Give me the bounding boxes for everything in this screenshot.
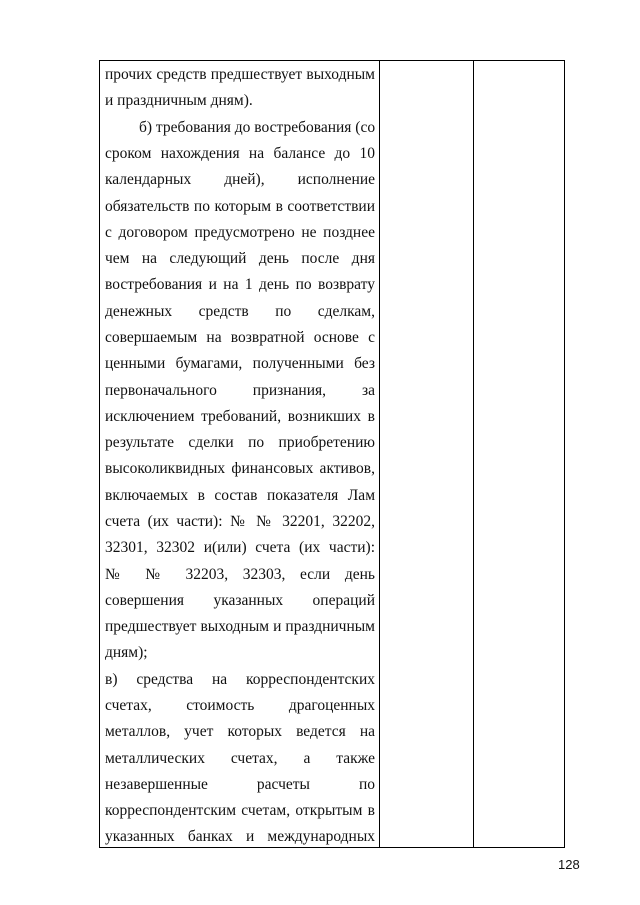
text-line: 32301, 32302 и(или) счета (их части): — [105, 539, 375, 556]
document-table — [99, 60, 565, 848]
text-line: совершаемым на возвратной основе с — [105, 329, 375, 346]
text-line: металлических счетах, а также — [105, 750, 375, 767]
text-line: чем на следующий день после дня — [105, 250, 375, 267]
table-column-empty — [474, 61, 564, 847]
text-line: № № 32203, 32303, если день — [105, 566, 375, 583]
text-line: с договором предусмотрено не позднее — [105, 224, 375, 241]
text-line: результате сделки по приобретению — [105, 434, 375, 451]
text-line: ценными бумагами, полученными без — [105, 355, 375, 372]
text-line: дням); — [105, 644, 148, 661]
table-column-text — [100, 61, 380, 847]
text-line: включаемых в состав показателя Лам — [105, 487, 375, 504]
text-line: прочих средств предшествует выходным — [105, 66, 375, 83]
text-line: востребования и на 1 день по возврату — [105, 276, 375, 293]
text-line: исключением требований, возникших в — [105, 408, 375, 425]
table-column-empty — [380, 61, 474, 847]
text-line: металлов, учет которых ведется на — [105, 723, 375, 740]
text-line: сроком нахождения на балансе до 10 — [105, 145, 375, 162]
text-line: совершения указанных операций — [105, 592, 375, 609]
text-line: незавершенные расчеты по — [105, 776, 375, 793]
text-line: первоначального признания, за — [105, 382, 375, 399]
text-line: предшествует выходным и праздничным — [105, 618, 375, 635]
text-line: календарных дней), исполнение — [105, 171, 375, 188]
text-line: счета (их части): № № 32201, 32202, — [105, 513, 375, 530]
text-line: в) средства на корреспондентских — [105, 671, 375, 688]
page-number: 128 — [558, 857, 580, 872]
text-line: указанных банках и международных — [105, 828, 375, 845]
text-line: и праздничным дням). — [105, 92, 253, 109]
text-line: б) требования до востребования (со — [139, 119, 376, 136]
text-line: обязательств по которым в соответствии — [105, 198, 375, 215]
text-line: корреспондентским счетам, открытым в — [105, 802, 375, 819]
text-line: денежных средств по сделкам, — [105, 303, 375, 320]
text-line: высоколиквидных финансовых активов, — [105, 460, 375, 477]
text-line: счетах, стоимость драгоценных — [105, 697, 375, 714]
